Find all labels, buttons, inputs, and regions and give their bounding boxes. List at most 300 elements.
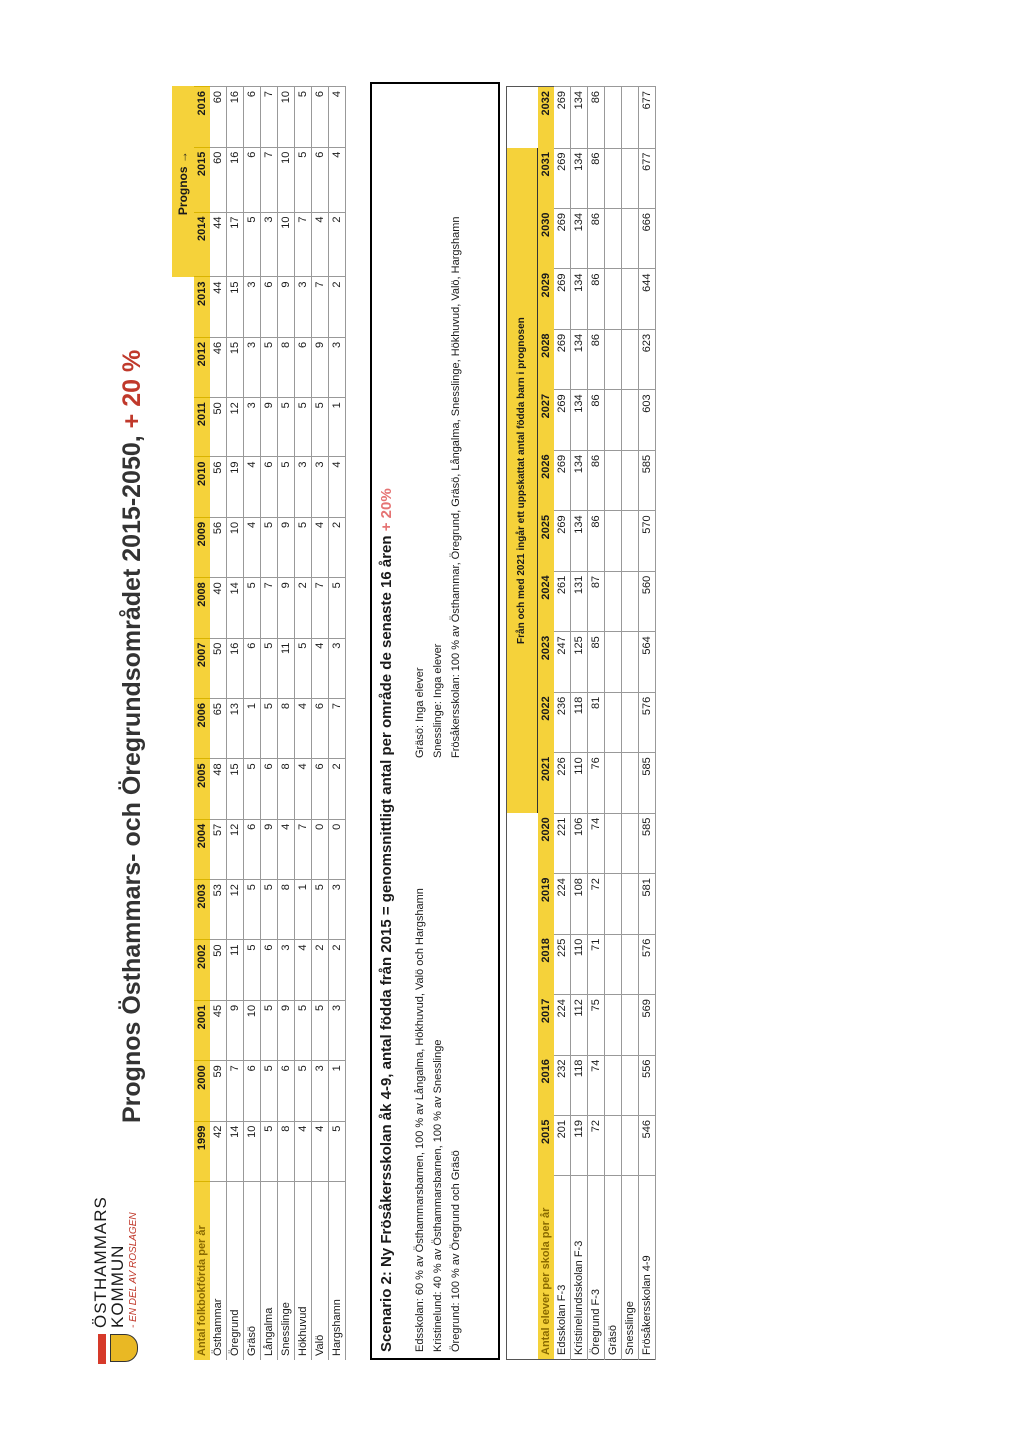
table-cell: 16 bbox=[227, 147, 244, 212]
scenario-left-line: Öregrund: 100 % av Öregrund och Gräsö bbox=[450, 1150, 462, 1352]
table-cell: 4 bbox=[329, 147, 346, 212]
table-cell: 4 bbox=[295, 940, 312, 1000]
row-label: Öregrund F-3 bbox=[588, 1176, 605, 1360]
table-cell: 5 bbox=[312, 1000, 329, 1060]
prognos-label: Prognos → bbox=[172, 147, 194, 277]
table-cell: 585 bbox=[639, 450, 656, 510]
table-cell: 2 bbox=[312, 940, 329, 1000]
table-cell: 44 bbox=[210, 277, 227, 337]
table-cell: 6 bbox=[261, 457, 278, 517]
arrow-right-icon: → bbox=[176, 151, 190, 164]
row-label: Gräsö bbox=[244, 1182, 261, 1361]
municipality-logo bbox=[92, 1134, 152, 1364]
table-cell: 57 bbox=[210, 819, 227, 879]
table-cell: 5 bbox=[295, 398, 312, 457]
year-header: 2032 bbox=[538, 87, 555, 149]
table-cell: 564 bbox=[639, 632, 656, 692]
table-cell bbox=[622, 148, 639, 208]
table-cell: 232 bbox=[554, 1055, 571, 1115]
table-cell: 85 bbox=[588, 632, 605, 692]
table-cell: 269 bbox=[554, 390, 571, 450]
table-cell: 134 bbox=[571, 87, 588, 149]
table-cell: 86 bbox=[588, 148, 605, 208]
table-cell: 224 bbox=[554, 995, 571, 1055]
table-cell: 65 bbox=[210, 699, 227, 759]
table-row bbox=[244, 87, 261, 1361]
year-header: 2014 bbox=[194, 212, 210, 277]
table-cell: 15 bbox=[227, 337, 244, 397]
table-cell: 2 bbox=[295, 578, 312, 638]
table-cell: 15 bbox=[227, 759, 244, 819]
school-students-table bbox=[506, 86, 656, 1360]
row-label: Frösåkersskolan 4-9 bbox=[639, 1176, 656, 1360]
table-cell: 7 bbox=[261, 578, 278, 638]
table-cell: 570 bbox=[639, 511, 656, 571]
table-row bbox=[329, 87, 346, 1361]
table-cell: 14 bbox=[227, 1121, 244, 1181]
table-cell: 7 bbox=[261, 87, 278, 148]
table-cell: 569 bbox=[639, 995, 656, 1055]
table-cell bbox=[605, 632, 622, 692]
table-cell bbox=[605, 87, 622, 149]
table-cell: 546 bbox=[639, 1116, 656, 1176]
table-cell: 7 bbox=[312, 277, 329, 337]
table-cell: 134 bbox=[571, 511, 588, 571]
table-cell bbox=[605, 692, 622, 752]
table-cell bbox=[622, 753, 639, 813]
row-label: Hökhuvud bbox=[295, 1182, 312, 1361]
table-cell: 7 bbox=[295, 212, 312, 277]
table-cell: 56 bbox=[210, 457, 227, 517]
table-cell: 46 bbox=[210, 337, 227, 397]
table-cell: 9 bbox=[312, 337, 329, 397]
table-cell: 1 bbox=[295, 880, 312, 940]
table-cell: 3 bbox=[312, 457, 329, 517]
year-header: 1999 bbox=[194, 1121, 210, 1181]
page-title-text: Prognos Östhammars- och Öregrundsområdet 2015-2050, bbox=[118, 435, 146, 1123]
table-cell: 5 bbox=[244, 759, 261, 819]
year-header: 2028 bbox=[538, 329, 555, 389]
table-cell: 6 bbox=[244, 1061, 261, 1121]
table-row bbox=[622, 87, 639, 1360]
table-cell: 3 bbox=[329, 1000, 346, 1060]
table-cell: 8 bbox=[278, 1121, 295, 1181]
table-cell: 247 bbox=[554, 632, 571, 692]
table-cell: 603 bbox=[639, 390, 656, 450]
table-cell: 74 bbox=[588, 1055, 605, 1115]
table-cell bbox=[622, 1055, 639, 1115]
table-cell: 4 bbox=[244, 517, 261, 577]
table-cell bbox=[622, 329, 639, 389]
table-cell: 134 bbox=[571, 390, 588, 450]
table-cell: 9 bbox=[227, 1000, 244, 1060]
table-cell: 5 bbox=[261, 638, 278, 698]
table-cell: 5 bbox=[295, 1061, 312, 1121]
year-header: 2007 bbox=[194, 638, 210, 698]
table-cell bbox=[622, 209, 639, 269]
table-cell: 5 bbox=[244, 880, 261, 940]
page-title-accent: + 20 % bbox=[118, 349, 146, 429]
table-cell bbox=[605, 753, 622, 813]
table-cell: 6 bbox=[261, 759, 278, 819]
table-cell: 5 bbox=[312, 398, 329, 457]
table-cell: 75 bbox=[588, 995, 605, 1055]
row-label: Långalma bbox=[261, 1182, 278, 1361]
table-cell: 269 bbox=[554, 329, 571, 389]
year-header: 2029 bbox=[538, 269, 555, 329]
year-header: 2012 bbox=[194, 337, 210, 397]
table-cell: 2 bbox=[329, 277, 346, 337]
table-cell: 7 bbox=[295, 819, 312, 879]
table-cell: 5 bbox=[295, 147, 312, 212]
table-cell: 86 bbox=[588, 269, 605, 329]
table-cell: 623 bbox=[639, 329, 656, 389]
table-cell: 5 bbox=[261, 1000, 278, 1060]
table-cell: 10 bbox=[278, 212, 295, 277]
table-cell bbox=[622, 87, 639, 149]
table-cell bbox=[622, 934, 639, 994]
table-cell: 4 bbox=[295, 699, 312, 759]
table-cell: 134 bbox=[571, 209, 588, 269]
table-cell: 5 bbox=[244, 940, 261, 1000]
year-header: 2002 bbox=[194, 940, 210, 1000]
year-header: 2008 bbox=[194, 578, 210, 638]
table-cell: 5 bbox=[329, 1121, 346, 1181]
table-cell: 6 bbox=[261, 277, 278, 337]
table-cell: 11 bbox=[278, 638, 295, 698]
table-cell: 269 bbox=[554, 269, 571, 329]
table-cell: 48 bbox=[210, 759, 227, 819]
table-cell: 236 bbox=[554, 692, 571, 752]
table-cell: 269 bbox=[554, 209, 571, 269]
year-header: 2016 bbox=[194, 87, 210, 148]
table-cell: 5 bbox=[261, 517, 278, 577]
table-cell: 10 bbox=[227, 517, 244, 577]
year-header: 2009 bbox=[194, 517, 210, 577]
table-cell: 5 bbox=[295, 638, 312, 698]
table-cell: 53 bbox=[210, 880, 227, 940]
table-cell: 1 bbox=[244, 699, 261, 759]
table-cell: 86 bbox=[588, 450, 605, 510]
table-cell: 119 bbox=[571, 1116, 588, 1176]
table-cell: 3 bbox=[329, 337, 346, 397]
table-cell: 6 bbox=[244, 638, 261, 698]
table-cell: 576 bbox=[639, 692, 656, 752]
table-cell: 3 bbox=[244, 277, 261, 337]
table-cell: 81 bbox=[588, 692, 605, 752]
table-cell: 50 bbox=[210, 638, 227, 698]
row-label: Hargshamn bbox=[329, 1182, 346, 1361]
table-cell bbox=[605, 934, 622, 994]
table-cell: 9 bbox=[278, 1000, 295, 1060]
table-cell: 7 bbox=[329, 699, 346, 759]
table-cell: 5 bbox=[244, 578, 261, 638]
year-header: 2030 bbox=[538, 209, 555, 269]
table-cell: 12 bbox=[227, 398, 244, 457]
table-cell: 4 bbox=[244, 457, 261, 517]
row-label: Östhammar bbox=[210, 1182, 227, 1361]
table-cell: 581 bbox=[639, 874, 656, 934]
table-cell: 5 bbox=[312, 880, 329, 940]
row-label: Edsskolan F-3 bbox=[554, 1176, 571, 1360]
table-cell: 60 bbox=[210, 87, 227, 148]
table-cell: 6 bbox=[278, 1061, 295, 1121]
table-cell: 576 bbox=[639, 934, 656, 994]
logo-line1: ÖSTHAMMARS bbox=[91, 1196, 110, 1328]
table-row bbox=[605, 87, 622, 1360]
table-cell: 6 bbox=[295, 337, 312, 397]
table-cell: 6 bbox=[244, 147, 261, 212]
year-header: 2011 bbox=[194, 398, 210, 457]
table-cell bbox=[622, 1116, 639, 1176]
table-cell: 17 bbox=[227, 212, 244, 277]
table-cell bbox=[622, 874, 639, 934]
table-cell: 8 bbox=[278, 699, 295, 759]
table-cell bbox=[605, 148, 622, 208]
year-header: 2026 bbox=[538, 450, 555, 510]
table-cell bbox=[605, 995, 622, 1055]
table-cell: 110 bbox=[571, 934, 588, 994]
table-cell: 131 bbox=[571, 571, 588, 631]
table-cell bbox=[622, 632, 639, 692]
table-cell: 125 bbox=[571, 632, 588, 692]
table-cell: 6 bbox=[261, 940, 278, 1000]
table-cell: 3 bbox=[295, 277, 312, 337]
year-header: 2003 bbox=[194, 880, 210, 940]
table-cell: 13 bbox=[227, 699, 244, 759]
table-cell bbox=[605, 1116, 622, 1176]
year-header: 2004 bbox=[194, 819, 210, 879]
table-cell: 118 bbox=[571, 692, 588, 752]
year-header: 2018 bbox=[538, 934, 555, 994]
table-cell: 4 bbox=[295, 759, 312, 819]
table-cell: 134 bbox=[571, 329, 588, 389]
table-cell: 16 bbox=[227, 638, 244, 698]
table-cell: 269 bbox=[554, 450, 571, 510]
table-cell: 5 bbox=[261, 1061, 278, 1121]
table-cell: 15 bbox=[227, 277, 244, 337]
year-header: 2019 bbox=[538, 874, 555, 934]
table-cell bbox=[605, 813, 622, 873]
table-cell: 1 bbox=[329, 398, 346, 457]
table-cell: 6 bbox=[244, 87, 261, 148]
table-cell: 644 bbox=[639, 269, 656, 329]
table-cell: 3 bbox=[295, 457, 312, 517]
scenario-box bbox=[370, 82, 500, 1360]
table-cell: 7 bbox=[261, 147, 278, 212]
table-cell: 5 bbox=[295, 87, 312, 148]
scenario-accent: + 20% bbox=[378, 488, 395, 532]
table-cell bbox=[605, 390, 622, 450]
year-header: 2000 bbox=[194, 1061, 210, 1121]
scenario-left-line: Kristinelund: 40 % av Östhammarsbarnen, 100 % av Snesslinge bbox=[432, 1039, 444, 1352]
table-cell: 5 bbox=[261, 337, 278, 397]
table-cell bbox=[605, 511, 622, 571]
table-cell: 9 bbox=[278, 277, 295, 337]
table-cell: 86 bbox=[588, 511, 605, 571]
table-cell: 4 bbox=[278, 819, 295, 879]
table-cell: 8 bbox=[278, 759, 295, 819]
table-cell: 5 bbox=[261, 699, 278, 759]
table-cell: 72 bbox=[588, 1116, 605, 1176]
scenario-right-line: Snesslinge: Inga elever bbox=[432, 643, 444, 758]
table-cell: 134 bbox=[571, 148, 588, 208]
table-cell: 8 bbox=[278, 880, 295, 940]
year-header: 2001 bbox=[194, 1000, 210, 1060]
year-header: 2021 bbox=[538, 753, 555, 813]
page-title bbox=[118, 350, 147, 1123]
table-cell: 7 bbox=[227, 1061, 244, 1121]
scenario-right-line: Gräsö: Inga elever bbox=[414, 667, 426, 758]
table-cell: 10 bbox=[278, 147, 295, 212]
table-cell: 0 bbox=[329, 819, 346, 879]
table-cell: 225 bbox=[554, 934, 571, 994]
table-cell: 16 bbox=[227, 87, 244, 148]
table-cell: 556 bbox=[639, 1055, 656, 1115]
table-cell: 2 bbox=[329, 212, 346, 277]
table-cell: 118 bbox=[571, 1055, 588, 1115]
table-cell: 110 bbox=[571, 753, 588, 813]
table-cell: 2 bbox=[329, 517, 346, 577]
row-label: Valö bbox=[312, 1182, 329, 1361]
year-header: 2023 bbox=[538, 632, 555, 692]
table-cell: 5 bbox=[278, 398, 295, 457]
table-cell: 6 bbox=[244, 819, 261, 879]
table-cell: 2 bbox=[329, 940, 346, 1000]
year-header: 2025 bbox=[538, 511, 555, 571]
table-row bbox=[295, 87, 312, 1361]
table-cell: 134 bbox=[571, 450, 588, 510]
table-cell: 5 bbox=[295, 1000, 312, 1060]
table-cell: 108 bbox=[571, 874, 588, 934]
table-cell: 86 bbox=[588, 209, 605, 269]
table-cell: 201 bbox=[554, 1116, 571, 1176]
table-cell: 3 bbox=[244, 337, 261, 397]
table-cell: 106 bbox=[571, 813, 588, 873]
table-cell: 5 bbox=[329, 578, 346, 638]
table-cell: 9 bbox=[278, 517, 295, 577]
table-cell: 42 bbox=[210, 1121, 227, 1181]
table-cell: 5 bbox=[278, 457, 295, 517]
table-cell: 60 bbox=[210, 147, 227, 212]
table-cell: 9 bbox=[261, 398, 278, 457]
table-cell: 14 bbox=[227, 578, 244, 638]
table-cell: 12 bbox=[227, 880, 244, 940]
table-cell: 86 bbox=[588, 329, 605, 389]
year-header: 2015 bbox=[538, 1116, 555, 1176]
table-cell: 5 bbox=[244, 212, 261, 277]
table-cell: 269 bbox=[554, 87, 571, 149]
table-cell: 677 bbox=[639, 148, 656, 208]
table-cell: 86 bbox=[588, 390, 605, 450]
table-cell bbox=[622, 450, 639, 510]
table-cell: 71 bbox=[588, 934, 605, 994]
table-cell: 221 bbox=[554, 813, 571, 873]
table-row bbox=[261, 87, 278, 1361]
year-header: 2010 bbox=[194, 457, 210, 517]
logo-tagline: - EN DEL AV ROSLAGEN bbox=[128, 1212, 139, 1328]
table-cell: 0 bbox=[312, 819, 329, 879]
year-header: 2027 bbox=[538, 390, 555, 450]
table-row bbox=[571, 87, 588, 1360]
table-cell: 87 bbox=[588, 571, 605, 631]
table-row bbox=[312, 87, 329, 1361]
table-cell: 50 bbox=[210, 398, 227, 457]
table-cell bbox=[605, 571, 622, 631]
table-cell: 677 bbox=[639, 87, 656, 149]
row-label: Snesslinge bbox=[622, 1176, 639, 1360]
year-header: 2024 bbox=[538, 571, 555, 631]
scenario-title: Scenario 2: Ny Frösåkersskolan åk 4-9, antal födda från 2015 = genomsnittligt antal per område de senaste 16 åren + 20% bbox=[378, 488, 395, 1352]
table-cell: 10 bbox=[244, 1121, 261, 1181]
forecast-note: Från och med 2021 ingår ett uppskattat antal födda barn i prognosen bbox=[507, 148, 538, 813]
table-cell: 5 bbox=[261, 880, 278, 940]
table-cell bbox=[622, 511, 639, 571]
table-row bbox=[227, 87, 244, 1361]
table-cell: 59 bbox=[210, 1061, 227, 1121]
table-cell: 9 bbox=[278, 578, 295, 638]
table-cell: 45 bbox=[210, 1000, 227, 1060]
table-cell: 666 bbox=[639, 209, 656, 269]
table-row bbox=[639, 87, 656, 1360]
table-cell: 74 bbox=[588, 813, 605, 873]
table-cell: 76 bbox=[588, 753, 605, 813]
year-header: 2005 bbox=[194, 759, 210, 819]
table-cell bbox=[622, 390, 639, 450]
year-header: 2017 bbox=[538, 995, 555, 1055]
table-cell: 7 bbox=[312, 578, 329, 638]
scenario-right-line: Frösåkersskolan: 100 % av Östhammar, Öregrund, Gräsö, Långalma, Snesslinge, Hökhuvud, Valö, Hargshamn bbox=[450, 216, 462, 758]
table-cell: 3 bbox=[329, 880, 346, 940]
table-cell: 3 bbox=[312, 1061, 329, 1121]
table-cell: 224 bbox=[554, 874, 571, 934]
table-cell: 8 bbox=[278, 337, 295, 397]
table-cell: 4 bbox=[312, 517, 329, 577]
scenario-left-line: Edsskolan: 60 % av Östhammarsbarnen, 100 % av Långalma, Hökhuvud, Valö och Hargshamn bbox=[414, 888, 426, 1352]
row-label: Snesslinge bbox=[278, 1182, 295, 1361]
table-cell: 269 bbox=[554, 511, 571, 571]
table-cell bbox=[605, 269, 622, 329]
year-header: 2020 bbox=[538, 813, 555, 873]
table-cell: 6 bbox=[312, 759, 329, 819]
table-header-label: Antal elever per skola per år bbox=[538, 1176, 555, 1360]
table-cell: 4 bbox=[295, 1121, 312, 1181]
table-cell: 40 bbox=[210, 578, 227, 638]
table-cell: 4 bbox=[312, 1121, 329, 1181]
table-cell: 3 bbox=[244, 398, 261, 457]
table-cell: 3 bbox=[278, 940, 295, 1000]
table-row bbox=[210, 87, 227, 1361]
table-cell: 269 bbox=[554, 148, 571, 208]
table-cell: 585 bbox=[639, 753, 656, 813]
table-cell: 50 bbox=[210, 940, 227, 1000]
table-cell: 12 bbox=[227, 819, 244, 879]
table-cell: 261 bbox=[554, 571, 571, 631]
table-cell: 226 bbox=[554, 753, 571, 813]
year-header: 2016 bbox=[538, 1055, 555, 1115]
table-cell: 44 bbox=[210, 212, 227, 277]
table-cell: 1 bbox=[329, 1061, 346, 1121]
table-cell: 5 bbox=[295, 517, 312, 577]
year-header: 2015 bbox=[194, 147, 210, 212]
table-cell bbox=[622, 995, 639, 1055]
table-cell: 6 bbox=[312, 147, 329, 212]
row-label: Öregrund bbox=[227, 1182, 244, 1361]
year-header: 2006 bbox=[194, 699, 210, 759]
row-label: Kristinelundsskolan F-3 bbox=[571, 1176, 588, 1360]
year-header: 2031 bbox=[538, 148, 555, 208]
table-cell: 560 bbox=[639, 571, 656, 631]
